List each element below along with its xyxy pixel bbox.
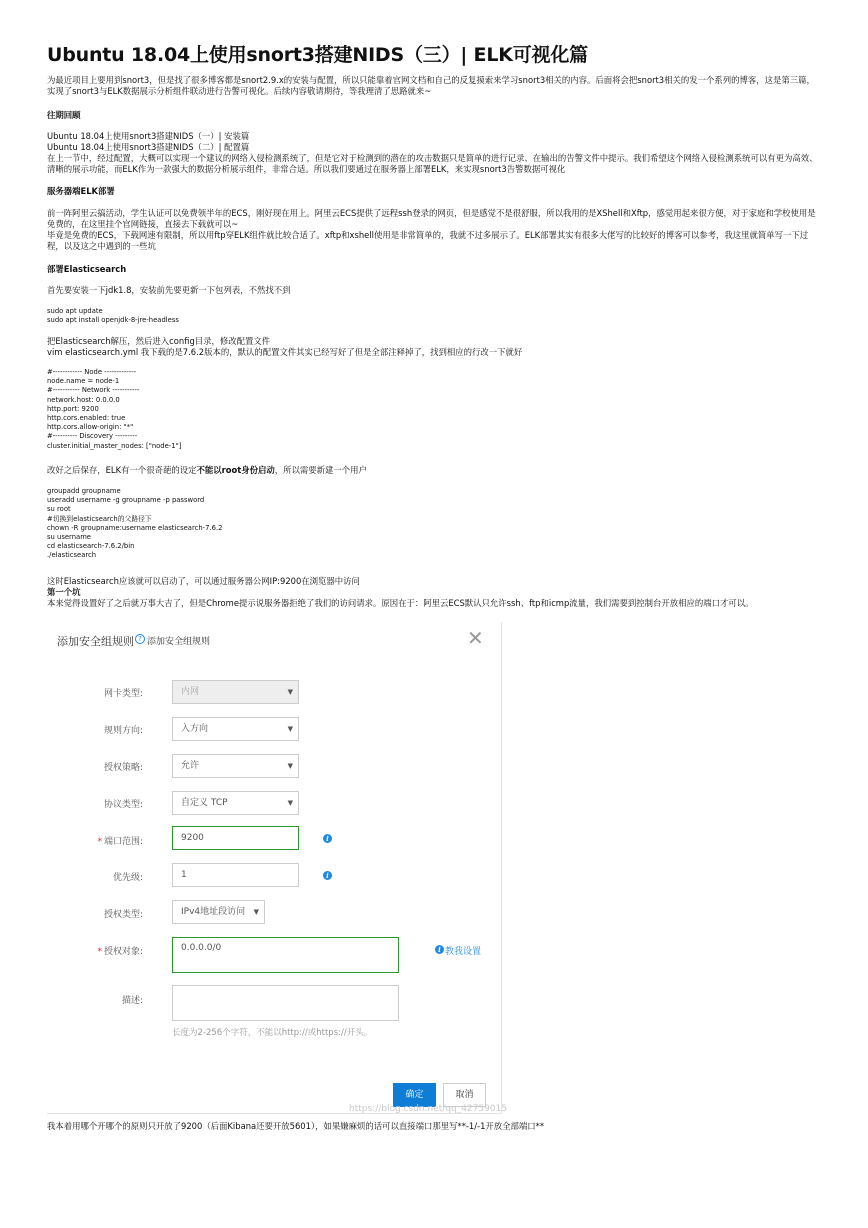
required-mark: * (97, 837, 102, 847)
security-group-dialog-screenshot (47, 622, 508, 1114)
priority-label: 优先级: (112, 873, 143, 883)
watermark: https://blog.csdn.net/qq_42759015 (349, 1104, 508, 1114)
review-link-1[interactable]: Ubuntu 18.04上使用snort3搭建NIDS（一）| 安装篇 (47, 131, 250, 141)
confirm-button[interactable]: 确定 (393, 1083, 436, 1107)
port-range-label (47, 834, 143, 847)
caret-down-icon: ▼ (253, 908, 259, 916)
cancel-button[interactable]: 取消 (443, 1083, 486, 1107)
description-textarea[interactable] (172, 985, 399, 1021)
server-heading: 服务器端ELK部署 (47, 186, 115, 196)
es-text-4a: 改好之后保存，ELK有一个很奇葩的设定 (47, 465, 197, 475)
es-paragraph-5: 这时Elasticsearch应该就可以启动了，可以通过服务器公网IP:9200在浏览器中访问 (47, 576, 360, 586)
server-paragraph-1: 前一阵阿里云搞活动，学生认证可以免费领半年的ECS，刚好现在用上。阿里云ECS提供了远程ssh登录的网页，但是感觉不是很舒服，所以我用的是XShell和Xftp，感觉用起来很方便，对于家庭和学校使用是免费的，在这里挂个官网链接，直接去下载就可以~ (47, 208, 816, 229)
auth-type-value: IPv4地址段访问 (181, 907, 246, 917)
es-text-4c: ，所以需要新建一个用户 (274, 465, 367, 475)
auth-object-input[interactable]: 0.0.0.0/0 (172, 937, 399, 973)
tutorial-link[interactable]: 教我设置 (445, 947, 482, 957)
caret-down-icon: ▼ (287, 725, 293, 733)
dialog-subtitle-link[interactable]: 添加安全组规则 (147, 637, 211, 647)
review-link-2[interactable]: Ubuntu 18.04上使用snort3搭建NIDS（二）| 配置篇 (47, 142, 250, 152)
direction-value: 入方向 (181, 724, 209, 734)
auth-type-label: 授权类型: (103, 910, 143, 920)
protocol-value: 自定义 TCP (181, 798, 228, 808)
direction-label: 规则方向: (103, 726, 143, 736)
info-circle-icon[interactable]: i (323, 871, 332, 880)
code-block-user: groupadd groupname useradd username -g groupname -p password su root #切换到elasticsearch的父路径下 chown -R groupname:username elasticsearch-7.6.2 su username cd elasticsearch-7.6.2/bin ./elasticsearch (47, 487, 223, 560)
policy-value: 允许 (181, 761, 200, 771)
info-circle-icon: i (435, 945, 444, 954)
intro-paragraph: 为最近项目上要用到snort3，但是找了很多博客都是snort2.9.x的安装与配置，所以只能靠着官网文档和自己的反复摸索来学习snort3相关的内容。后面将会把snort3相关的发一个系列的博客，这是第三篇，实现了snort3与ELK数据展示分析组件联动进行告警可视化。后续内容敬请期待，等我理清了思路就来~ (47, 75, 815, 96)
review-heading: 往期回顾 (47, 110, 81, 120)
caret-down-icon: ▼ (287, 762, 293, 770)
policy-select[interactable] (172, 754, 299, 778)
required-mark: * (97, 947, 102, 957)
final-paragraph: 我本着用哪个开哪个的原则只开放了9200（后面Kibana还要开放5601），如果嫌麻烦的话可以直接端口那里写**-1/-1开放全部端口** (47, 1121, 545, 1131)
pit-paragraph: 本来觉得设置好了之后就万事大吉了，但是Chrome提示说服务器拒绝了我们的访问请求。原因在于：阿里云ECS默认只允许ssh、ftp和icmp流量，我们需要到控制台开放相应的端口才可以。 (47, 598, 754, 608)
direction-select[interactable] (172, 717, 299, 741)
page-title: Ubuntu 18.04上使用snort3搭建NIDS（三）| ELK可视化篇 (47, 44, 588, 66)
description-hint: 长度为2-256个字符，不能以http://或https://开头。 (172, 1028, 373, 1038)
policy-label: 授权策略: (103, 763, 143, 773)
auth-object-label-text: 授权对象: (103, 947, 143, 957)
close-icon[interactable]: ✕ (467, 626, 484, 650)
es-text-4b-bold: 不能以root身份启动 (196, 465, 275, 475)
nic-type-value: 内网 (181, 687, 200, 697)
question-circle-icon[interactable]: ? (135, 634, 145, 644)
dialog-title: 添加安全组规则 (57, 635, 134, 648)
nic-type-label: 网卡类型: (103, 689, 143, 699)
priority-input[interactable]: 1 (172, 863, 299, 887)
auth-type-select[interactable] (172, 900, 265, 924)
es-paragraph-3: vim elasticsearch.yml 我下载的是7.6.2版本的，默认的配置文件其实已经写好了但是全部注释掉了，找到相应的行改一下就好 (47, 347, 523, 357)
es-paragraph-4 (47, 465, 822, 476)
es-paragraph-1: 首先要安装一下jdk1.8，安装前先要更新一下包列表，不然找不到 (47, 285, 291, 295)
port-range-input[interactable]: 9200 (172, 826, 299, 850)
review-paragraph: 在上一节中，经过配置，大概可以实现一个建议的网络入侵检测系统了，但是它对于检测到的潜在的攻击数据只是简单的进行记录、在输出的告警文件中提示。我们希望这个网络入侵检测系统可以有更为高效、清晰的展示功能，而ELK作为一款强大的数据分析展示组件，非常合适。所以我们要通过在服务器上部署ELK，来实现snort3告警数据可视化 (47, 153, 818, 174)
es-paragraph-2: 把Elasticsearch解压，然后进入config目录，修改配置文件 (47, 336, 271, 346)
info-circle-icon[interactable]: i (323, 834, 332, 843)
port-range-label-text: 端口范围: (103, 837, 143, 847)
auth-object-label (47, 944, 143, 957)
server-paragraph-2: 毕竟是免费的ECS，下载网速有限制，所以用ftp穿ELK组件就比较合适了。xftp和xshell使用是非常简单的，我就不过多展示了。ELK部署其实有很多大佬写的比较好的博客可以参考，我这里就简单写一下过程，以及这之中遇到的一些坑 (47, 230, 809, 251)
nic-type-select (172, 680, 299, 704)
caret-down-icon: ▼ (287, 799, 293, 807)
code-block-apt: sudo apt update sudo apt install openjdk-8-jre-headless (47, 307, 179, 325)
code-block-config: #------------ Node ------------- node.name = node-1 #----------- Network ----------- network.host: 0.0.0.0 http.port: 9200 http.cors.enabled: true http.cors.allow-origin: "*" #---------- Discovery --------- cluster.initial_master_nodes: ["node-1"] (47, 368, 182, 450)
es-heading: 部署Elasticsearch (47, 264, 127, 274)
pit-heading: 第一个坑 (47, 587, 81, 597)
protocol-label: 协议类型: (103, 800, 143, 810)
protocol-select[interactable] (172, 791, 299, 815)
description-label: 描述: (121, 996, 143, 1006)
caret-down-icon: ▼ (287, 688, 293, 696)
